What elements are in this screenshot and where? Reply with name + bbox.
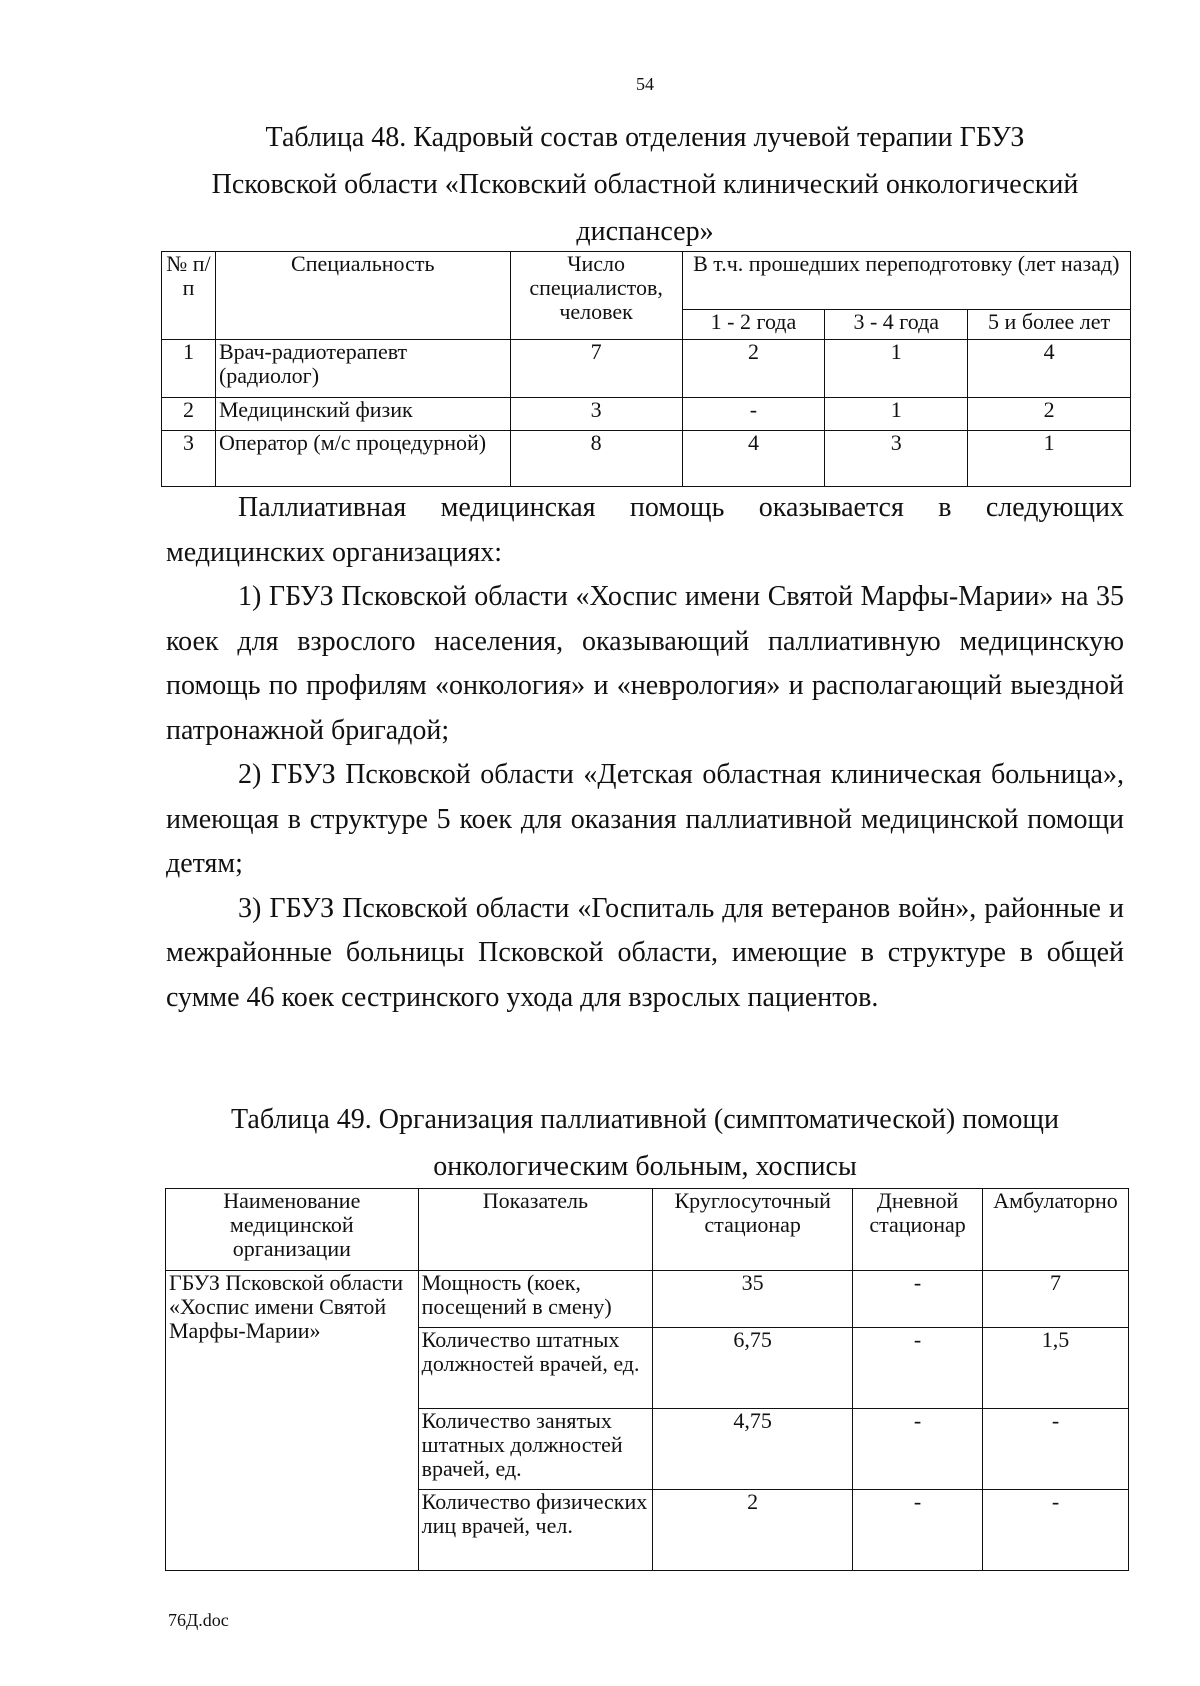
table-row [162, 398, 1131, 431]
cell-5-plus-years: 1 [968, 431, 1131, 487]
paragraph: 1) ГБУЗ Псковской области «Хоспис имени Святой Марфы-Марии» на 35 коек для взрослого населения, оказывающий паллиативную медицинскую помощь по профилям «онкология» и «неврология» и располагающий выездной патронажной бригадой; [166, 581, 1124, 746]
cell-day-hospital: - [853, 1328, 983, 1409]
palliative-table [165, 1188, 1129, 1571]
cell-count: 8 [510, 431, 682, 487]
document-filename: 76Д.doc [168, 1610, 229, 1630]
cell-3-4-years: 3 [825, 431, 968, 487]
cell-day-hospital: - [853, 1271, 983, 1328]
cell-outpatient: 1,5 [983, 1328, 1129, 1409]
cell-3-4-years: 1 [825, 398, 968, 431]
header-day-hospital: Дневной стационар [853, 1189, 983, 1271]
cell-specialty: Врач-радиотерапевт (радиолог) [215, 340, 510, 398]
table-row [162, 340, 1131, 398]
caption-line: Псковской области «Псковский областной клинический онкологический [211, 169, 1079, 200]
cell-count: 7 [510, 340, 682, 398]
cell-round-clock: 35 [653, 1271, 853, 1328]
cell-1-2-years: - [682, 398, 825, 431]
cell-num: 3 [162, 431, 216, 487]
page-number: 54 [636, 74, 654, 94]
table-row [162, 431, 1131, 487]
paragraph: 2) ГБУЗ Псковской области «Детская областная клиническая больница», имеющая в структуре 5 коек для оказания паллиативной медицинской помощи детям; [166, 759, 1124, 879]
cell-round-clock: 6,75 [653, 1328, 853, 1409]
header-round-clock: Круглосуточный стационар [653, 1189, 853, 1271]
header-num: № п/п [162, 252, 216, 340]
header-organization: Наименование медицинской организации [166, 1189, 419, 1271]
cell-outpatient: 7 [983, 1271, 1129, 1328]
header-outpatient: Амбулаторно [983, 1189, 1129, 1271]
table-48-caption [165, 114, 1125, 255]
cell-num: 2 [162, 398, 216, 431]
cell-round-clock: 4,75 [653, 1409, 853, 1490]
header-retraining: В т.ч. прошедших переподготовку (лет назад) [682, 252, 1130, 310]
header-5-plus-years: 5 и более лет [968, 310, 1131, 340]
staff-table [161, 251, 1131, 487]
paragraph: Паллиативная медицинская помощь оказывается в следующих медицинских организациях: [166, 492, 1124, 568]
cell-indicator: Мощность (коек, посещений в смену) [418, 1271, 653, 1328]
cell-indicator: Количество физических лиц врачей, чел. [418, 1490, 653, 1571]
cell-day-hospital: - [853, 1409, 983, 1490]
cell-indicator: Количество штатных должностей врачей, ед. [418, 1328, 653, 1409]
cell-1-2-years: 4 [682, 431, 825, 487]
cell-specialty: Медицинский физик [215, 398, 510, 431]
header-indicator: Показатель [418, 1189, 653, 1271]
cell-outpatient: - [983, 1409, 1129, 1490]
cell-count: 3 [510, 398, 682, 431]
caption-line: Таблица 48. Кадровый состав отделения лучевой терапии ГБУЗ [265, 122, 1025, 153]
cell-num: 1 [162, 340, 216, 398]
cell-organization: ГБУЗ Псковской области «Хоспис имени Святой Марфы-Марии» [166, 1271, 419, 1571]
cell-3-4-years: 1 [825, 340, 968, 398]
cell-round-clock: 2 [653, 1490, 853, 1571]
body-text [166, 486, 1124, 1020]
cell-5-plus-years: 2 [968, 398, 1131, 431]
header-1-2-years: 1 - 2 года [682, 310, 825, 340]
header-3-4-years: 3 - 4 года [825, 310, 968, 340]
header-specialty: Специальность [215, 252, 510, 340]
header-count: Число специалистов, человек [510, 252, 682, 340]
table-49-caption [165, 1096, 1125, 1190]
cell-day-hospital: - [853, 1490, 983, 1571]
cell-5-plus-years: 4 [968, 340, 1131, 398]
paragraph: 3) ГБУЗ Псковской области «Госпиталь для ветеранов войн», районные и межрайонные больницы Псковской области, имеющие в структуре в общей сумме 46 коек сестринского ухода для взрослых пациентов. [166, 892, 1124, 1013]
caption-line: Таблица 49. Организация паллиативной (симптоматической) помощи [231, 1104, 1059, 1135]
cell-specialty: Оператор (м/с процедурной) [215, 431, 510, 487]
caption-line: онкологическим больным, хосписы [433, 1151, 857, 1182]
table-row [166, 1271, 1129, 1328]
cell-indicator: Количество занятых штатных должностей врачей, ед. [418, 1409, 653, 1490]
cell-1-2-years: 2 [682, 340, 825, 398]
cell-outpatient: - [983, 1490, 1129, 1571]
caption-line: диспансер» [576, 216, 714, 247]
